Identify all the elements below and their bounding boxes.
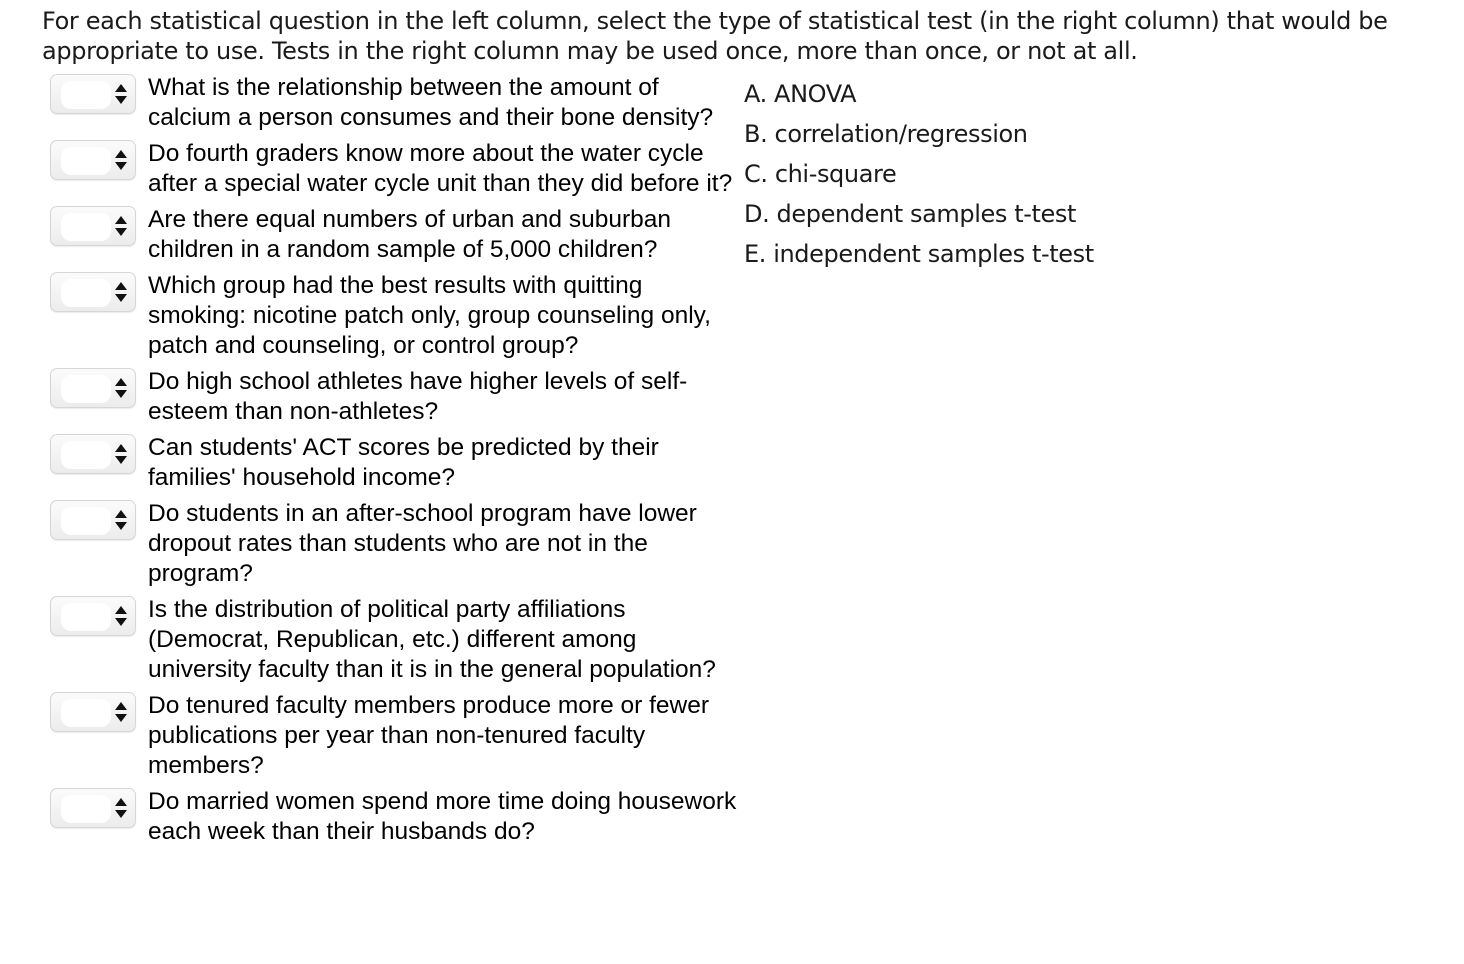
answer-select[interactable] xyxy=(50,500,136,540)
question-text: Are there equal numbers of urban and suburban children in a random sample of 5,000 children? xyxy=(148,206,672,263)
question-row xyxy=(0,138,740,204)
updown-chevron-icon xyxy=(115,150,127,172)
question-row xyxy=(0,204,740,270)
question-row xyxy=(0,270,740,366)
select-value xyxy=(61,279,111,307)
updown-chevron-icon xyxy=(115,378,127,400)
question-list xyxy=(0,72,740,852)
question-row xyxy=(0,498,740,594)
answer-select[interactable] xyxy=(50,74,136,114)
answer-select[interactable] xyxy=(50,434,136,474)
answer-select[interactable] xyxy=(50,140,136,180)
updown-chevron-icon xyxy=(115,798,127,820)
updown-chevron-icon xyxy=(115,216,127,238)
question-text: Can students' ACT scores be predicted by their families' household income? xyxy=(148,434,659,491)
question-row xyxy=(0,432,740,498)
answer-select[interactable] xyxy=(50,692,136,732)
select-value xyxy=(61,507,111,535)
question-row xyxy=(0,366,740,432)
updown-chevron-icon xyxy=(115,510,127,532)
select-value xyxy=(61,147,111,175)
updown-chevron-icon xyxy=(115,702,127,724)
answer-select[interactable] xyxy=(50,788,136,828)
answer-select[interactable] xyxy=(50,206,136,246)
select-value xyxy=(61,213,111,241)
select-value xyxy=(61,795,111,823)
question-row xyxy=(0,594,740,690)
select-value xyxy=(61,375,111,403)
question-text: Do tenured faculty members produce more or fewer publications per year than non-tenured faculty members? xyxy=(148,692,710,779)
select-value xyxy=(61,603,111,631)
question-text: Do high school athletes have higher levels of self-esteem than non-athletes? xyxy=(148,368,688,425)
updown-chevron-icon xyxy=(115,606,127,628)
answer-option-d: D. dependent samples t-test xyxy=(744,200,1076,228)
select-value xyxy=(61,441,111,469)
answer-select[interactable] xyxy=(50,368,136,408)
question-text: Is the distribution of political party affiliations (Democrat, Republican, etc.) different among university faculty than it is in the general population? xyxy=(148,596,716,683)
question-text: Do married women spend more time doing housework each week than their husbands do? xyxy=(148,788,737,845)
question-row xyxy=(0,72,740,138)
select-value xyxy=(61,81,111,109)
answer-option-e: E. independent samples t-test xyxy=(744,240,1094,268)
updown-chevron-icon xyxy=(115,84,127,106)
select-value xyxy=(61,699,111,727)
question-text: Which group had the best results with quitting smoking: nicotine patch only, group counseling only, patch and counseling, or control group? xyxy=(148,272,711,359)
question-text: What is the relationship between the amount of calcium a person consumes and their bone density? xyxy=(148,74,714,131)
answer-option-b: B. correlation/regression xyxy=(744,120,1028,148)
question-text: Do fourth graders know more about the water cycle after a special water cycle unit than they did before it? xyxy=(148,140,733,197)
answer-options-list xyxy=(744,74,1344,274)
question-text: Do students in an after-school program have lower dropout rates than students who are not in the program? xyxy=(148,500,697,587)
answer-option-c: C. chi-square xyxy=(744,160,897,188)
answer-select[interactable] xyxy=(50,596,136,636)
answer-select[interactable] xyxy=(50,272,136,312)
instructions-text: For each statistical question in the left column, select the type of statistical test (in the right column) that would be appropriate to use. Tests in the right column may be used once, more than once, or not at all. xyxy=(42,7,1388,65)
updown-chevron-icon xyxy=(115,444,127,466)
updown-chevron-icon xyxy=(115,282,127,304)
answer-option-a: A. ANOVA xyxy=(744,80,857,108)
question-row xyxy=(0,786,740,852)
question-row xyxy=(0,690,740,786)
